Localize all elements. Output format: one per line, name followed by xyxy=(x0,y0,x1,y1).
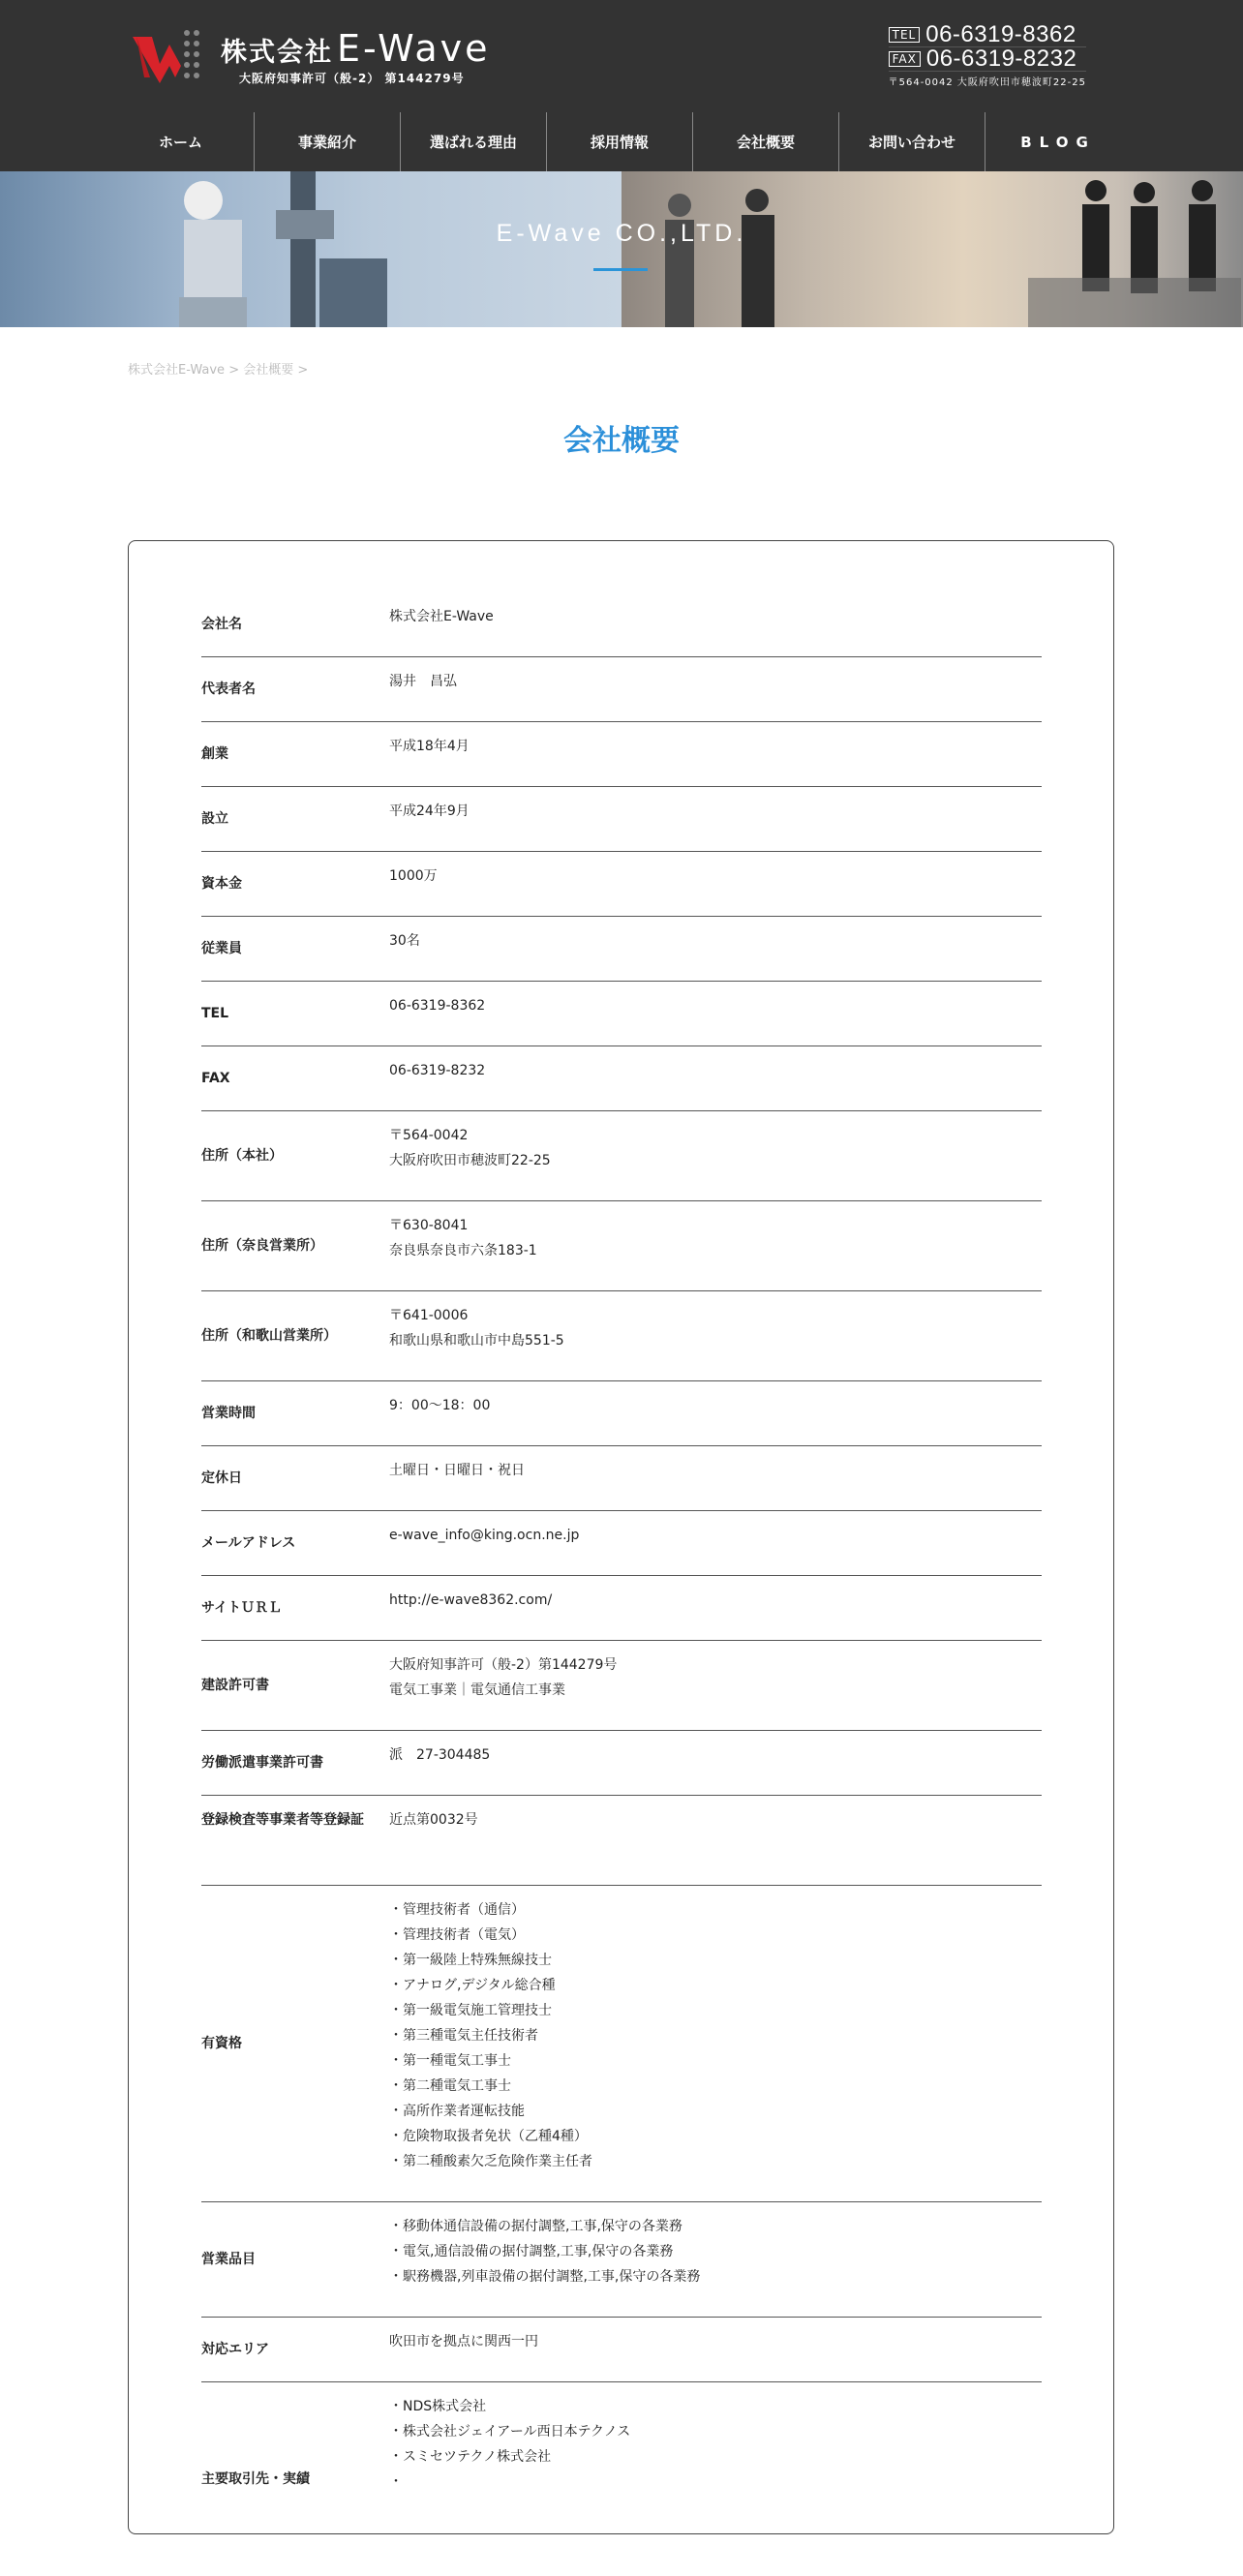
row-value-line: 9：00～18：00 xyxy=(389,1398,491,1413)
table-row xyxy=(201,1731,1042,1796)
row-value-line: ・株式会社ジェイアール西日本テクノス xyxy=(389,2424,631,2440)
row-label: FAX xyxy=(201,1071,230,1086)
table-row xyxy=(201,1381,1042,1446)
row-value-line: 奈良県奈良市六条183-1 xyxy=(389,1243,537,1258)
site-header xyxy=(0,0,1243,171)
row-label: 主要取引先・実績 xyxy=(201,2471,310,2487)
table-row xyxy=(201,2318,1042,2382)
table-row xyxy=(201,2382,1042,2576)
company-name-en: E-Wave xyxy=(337,27,491,70)
table-row xyxy=(201,1511,1042,1576)
row-label: 住所（本社） xyxy=(201,1148,283,1164)
row-value-line: ・移動体通信設備の据付調整,工事,保守の各業務 xyxy=(389,2219,682,2234)
row-value-line: ・危険物取扱者免状（乙種4種） xyxy=(389,2129,588,2144)
row-value xyxy=(389,982,1042,1046)
breadcrumb[interactable]: 株式会社E-Wave > 会社概要 > xyxy=(128,363,309,378)
row-value xyxy=(389,1046,1042,1110)
header-address: 〒564-0042 大阪府吹田市穂波町22-25 xyxy=(888,77,1086,88)
fax-tag: FAX xyxy=(889,51,921,67)
row-value-line: 大阪府知事許可（般-2）第144279号 xyxy=(389,1657,618,1673)
row-value-line: 派 27-304485 xyxy=(389,1747,491,1763)
row-value xyxy=(389,1886,1042,2201)
row-value-line: 和歌山県和歌山市中島551-5 xyxy=(389,1333,564,1349)
hero-banner xyxy=(0,171,1243,327)
row-value xyxy=(389,787,1042,851)
row-label: 創業 xyxy=(201,746,228,762)
page-title: 会社概要 xyxy=(563,424,680,458)
row-value-line: 平成24年9月 xyxy=(389,803,470,819)
header-tel[interactable]: 06-6319-8362 xyxy=(925,21,1076,47)
row-value-line: ・第一級電気施工管理技士 xyxy=(389,2003,552,2018)
row-value-line: 30名 xyxy=(389,933,420,949)
row-value-line: 株式会社E-Wave xyxy=(389,609,494,624)
nav-home[interactable]: ホーム xyxy=(158,134,202,151)
hero-image-worker xyxy=(0,171,622,327)
table-row xyxy=(201,592,1042,657)
row-value-line: ・第三種電気主任技術者 xyxy=(389,2028,538,2044)
row-value-line: ・スミセツテクノ株式会社 xyxy=(389,2449,552,2465)
row-value-line: 近点第0032号 xyxy=(389,1812,478,1828)
row-value xyxy=(389,1201,1042,1290)
row-value-line: ・第二種電気工事士 xyxy=(389,2078,511,2094)
row-value-line: ・アナログ,デジタル総合種 xyxy=(389,1978,556,1993)
row-value xyxy=(389,2318,1042,2381)
row-value-line: 〒630-8041 xyxy=(389,1218,469,1233)
tel-tag: TEL xyxy=(889,27,921,43)
row-value xyxy=(389,1111,1042,1200)
table-row xyxy=(201,1111,1042,1201)
hero-image-business xyxy=(622,171,1243,327)
row-value-line: 土曜日・日曜日・祝日 xyxy=(389,1463,525,1478)
table-row xyxy=(201,2202,1042,2318)
header-fax: 06-6319-8232 xyxy=(925,45,1077,72)
row-value-line: ・電気,通信設備の据付調整,工事,保守の各業務 xyxy=(389,2244,674,2259)
table-row xyxy=(201,657,1042,722)
row-label: TEL xyxy=(201,1006,229,1021)
row-label: 会社名 xyxy=(201,617,242,632)
hero-underline xyxy=(593,268,648,271)
hero-title: E-Wave CO.,LTD. xyxy=(496,220,747,247)
row-value-line: 吹田市を拠点に関西一円 xyxy=(389,2334,538,2349)
table-row xyxy=(201,852,1042,917)
row-value-line: 電気工事業｜電気通信工事業 xyxy=(389,1682,565,1698)
row-value-line: 06-6319-8362 xyxy=(389,998,486,1014)
row-value-line: 1000万 xyxy=(389,868,438,884)
row-label: 労働派遣事業許可書 xyxy=(201,1755,323,1771)
row-value xyxy=(389,1796,1042,1885)
row-label: 代表者名 xyxy=(201,682,256,697)
row-label: 登録検査等事業者等登録証 xyxy=(201,1812,364,1828)
nav-recruit[interactable]: 採用情報 xyxy=(546,112,692,171)
company-logo-icon[interactable] xyxy=(131,27,208,87)
row-label: 設立 xyxy=(201,811,228,827)
header-contact xyxy=(889,23,1086,88)
table-row xyxy=(201,1291,1042,1381)
row-label: 建設許可書 xyxy=(201,1678,269,1693)
row-value-line: ・第一級陸上特殊無線技士 xyxy=(389,1953,552,1968)
row-label: 有資格 xyxy=(201,2036,242,2051)
row-value-line: ・高所作業者運転技能 xyxy=(389,2104,525,2119)
row-label: 営業時間 xyxy=(201,1406,256,1421)
row-value-line: ・管理技術者（通信） xyxy=(389,1902,525,1918)
row-value xyxy=(389,657,1042,721)
row-value xyxy=(389,917,1042,981)
table-row xyxy=(201,1796,1042,1886)
main-nav xyxy=(107,112,1131,171)
table-row xyxy=(201,1576,1042,1641)
row-label: 資本金 xyxy=(201,876,242,892)
row-value-line: 〒641-0006 xyxy=(389,1308,469,1323)
nav-blog[interactable]: BLOG xyxy=(985,112,1131,171)
table-row xyxy=(201,1201,1042,1291)
table-row xyxy=(201,1046,1042,1111)
row-label: メールアドレス xyxy=(201,1535,296,1551)
row-value-line: 平成18年4月 xyxy=(389,739,470,754)
row-label: 対応エリア xyxy=(201,2342,269,2357)
company-name-jp: 株式会社 xyxy=(221,38,333,68)
row-value xyxy=(389,852,1042,916)
table-row xyxy=(201,1641,1042,1731)
row-label: 住所（奈良営業所） xyxy=(201,1238,323,1254)
row-value-line: ・ xyxy=(389,2474,403,2490)
worker-illustration xyxy=(0,171,622,327)
row-value xyxy=(389,1381,1042,1445)
row-value-line: 湯井 昌弘 xyxy=(389,674,457,689)
row-value xyxy=(389,2202,1042,2317)
nav-reasons[interactable]: 選ばれる理由 xyxy=(400,112,546,171)
row-value-line: ・駅務機器,列車設備の据付調整,工事,保守の各業務 xyxy=(389,2269,701,2285)
table-row xyxy=(201,1446,1042,1511)
row-value-line: 大阪府吹田市穂波町22-25 xyxy=(389,1153,551,1168)
company-info-table xyxy=(201,592,1042,2576)
row-label: 定休日 xyxy=(201,1470,242,1486)
row-value-line: ・管理技術者（電気） xyxy=(389,1927,525,1943)
table-row xyxy=(201,1886,1042,2202)
business-people-illustration xyxy=(622,171,1243,327)
table-row xyxy=(201,787,1042,852)
row-value xyxy=(389,2382,1042,2576)
row-value-line: ・NDS株式会社 xyxy=(389,2399,487,2414)
nav-company[interactable]: 会社概要 xyxy=(692,112,838,171)
row-value-line: 06-6319-8232 xyxy=(389,1063,486,1078)
row-label: 営業品目 xyxy=(201,2252,256,2267)
row-value xyxy=(389,1641,1042,1730)
row-value-link[interactable]: http://e-wave8362.com/ xyxy=(389,1592,553,1608)
company-name[interactable] xyxy=(221,27,490,70)
row-label: サイトＵＲＬ xyxy=(201,1600,283,1616)
row-value-link[interactable]: e-wave_info@king.ocn.ne.jp xyxy=(389,1528,580,1543)
row-value xyxy=(389,1731,1042,1795)
nav-contact[interactable]: お問い合わせ xyxy=(838,112,985,171)
table-row xyxy=(201,722,1042,787)
table-row xyxy=(201,917,1042,982)
row-label: 従業員 xyxy=(201,941,242,956)
row-value xyxy=(389,722,1042,786)
row-value-line: ・第一種電気工事士 xyxy=(389,2053,511,2069)
license-number: 大阪府知事許可（般-2） 第144279号 xyxy=(239,72,465,85)
table-row xyxy=(201,982,1042,1046)
nav-business[interactable]: 事業紹介 xyxy=(254,112,400,171)
row-value xyxy=(389,1511,1042,1575)
row-value xyxy=(389,1576,1042,1640)
row-value xyxy=(389,1446,1042,1510)
row-value-line: ・第二種酸素欠乏危険作業主任者 xyxy=(389,2154,592,2169)
row-label: 住所（和歌山営業所） xyxy=(201,1328,337,1344)
row-value-line: 〒564-0042 xyxy=(389,1128,469,1143)
row-value xyxy=(389,592,1042,656)
row-value xyxy=(389,1291,1042,1380)
